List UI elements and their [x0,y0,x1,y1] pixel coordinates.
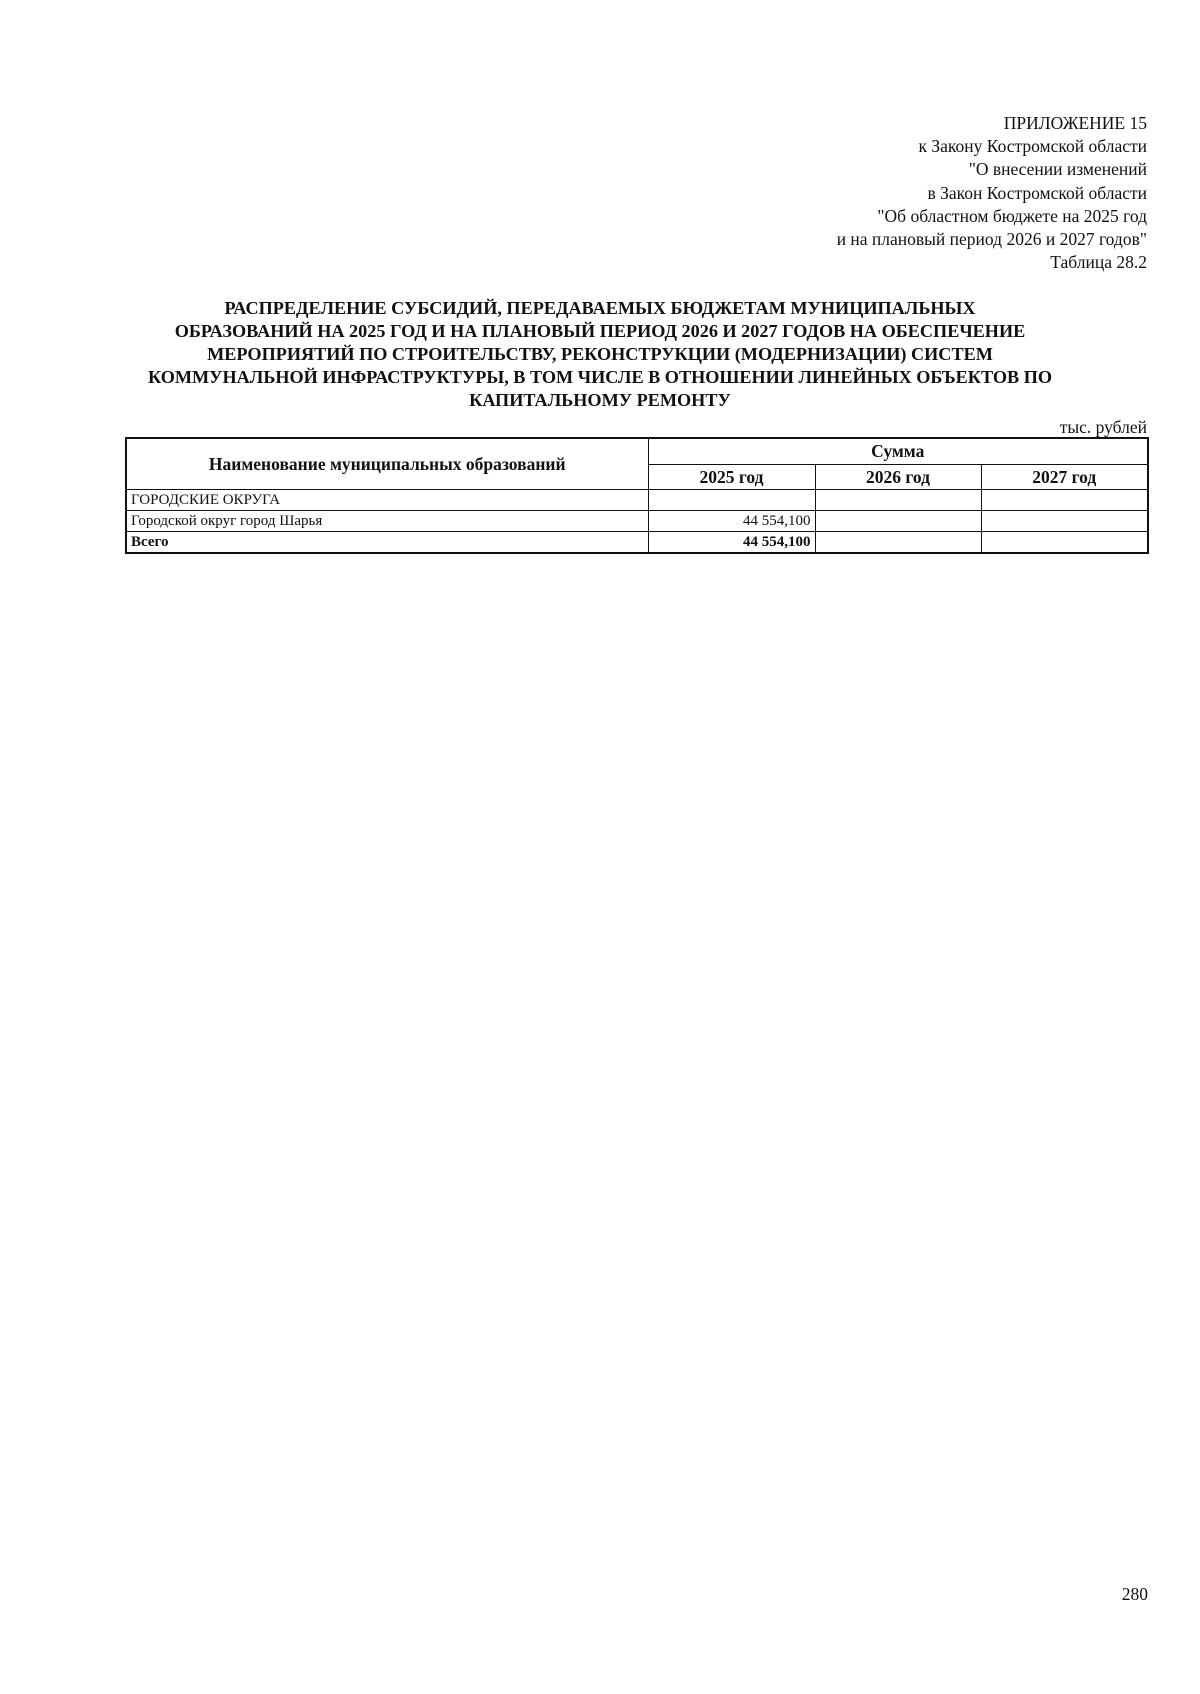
subsidy-table [125,437,1149,554]
units-label: тыс. рублей [1059,417,1147,437]
table-number: Таблица 28.2 [1050,252,1147,273]
appendix-law-line: в Закон Костромской области [927,182,1147,203]
appendix-law-line: и на плановый период 2026 и 2027 годов" [836,229,1147,250]
title-line: КОММУНАЛЬНОЙ ИНФРАСТРУКТУРЫ, В ТОМ ЧИСЛЕ В ОТНОШЕНИИ ЛИНЕЙНЫХ ОБЪЕКТОВ ПО [147,367,1053,387]
title-line: КАПИТАЛЬНОМУ РЕМОНТУ [469,390,731,410]
row-value-2025: 44 554,100 [648,511,815,532]
row-value-2026 [815,490,981,511]
column-header-2025: 2025 год [648,464,815,490]
title-line: ОБРАЗОВАНИЙ НА 2025 ГОД И НА ПЛАНОВЫЙ ПЕРИОД 2026 И 2027 ГОДОВ НА ОБЕСПЕЧЕНИЕ [174,321,1026,341]
total-label: Всего [126,532,648,554]
column-header-2027: 2027 год [981,464,1148,490]
column-header-2026: 2026 год [815,464,981,490]
total-value-2025: 44 554,100 [648,532,815,554]
appendix-header [627,112,1147,274]
table-row [126,490,1148,511]
appendix-law-line: "Об областном бюджете на 2025 год [877,205,1147,226]
appendix-number: ПРИЛОЖЕНИЕ 15 [1003,113,1147,133]
row-value-2027 [981,490,1148,511]
row-name: ГОРОДСКИЕ ОКРУГА [126,490,648,511]
total-value-2027 [981,532,1148,554]
row-name: Городской округ город Шарья [126,511,648,532]
table-row [126,511,1148,532]
column-header-sum: Сумма [648,438,1148,464]
total-value-2026 [815,532,981,554]
row-value-2027 [981,511,1148,532]
total-row [126,532,1148,554]
row-value-2026 [815,511,981,532]
row-value-2025 [648,490,815,511]
title-line: РАСПРЕДЕЛЕНИЕ СУБСИДИЙ, ПЕРЕДАВАЕМЫХ БЮДЖЕТАМ МУНИЦИПАЛЬНЫХ [224,298,976,318]
page-number: 280 [1121,1584,1148,1604]
column-header-name: Наименование муниципальных образований [126,438,648,490]
appendix-law-line: "О внесении изменений [968,159,1147,180]
appendix-law-line: к Закону Костромской области [918,136,1147,157]
title-line: МЕРОПРИЯТИЙ ПО СТРОИТЕЛЬСТВУ, РЕКОНСТРУКЦИИ (МОДЕРНИЗАЦИИ) СИСТЕМ [207,344,993,364]
document-title [90,297,1110,412]
